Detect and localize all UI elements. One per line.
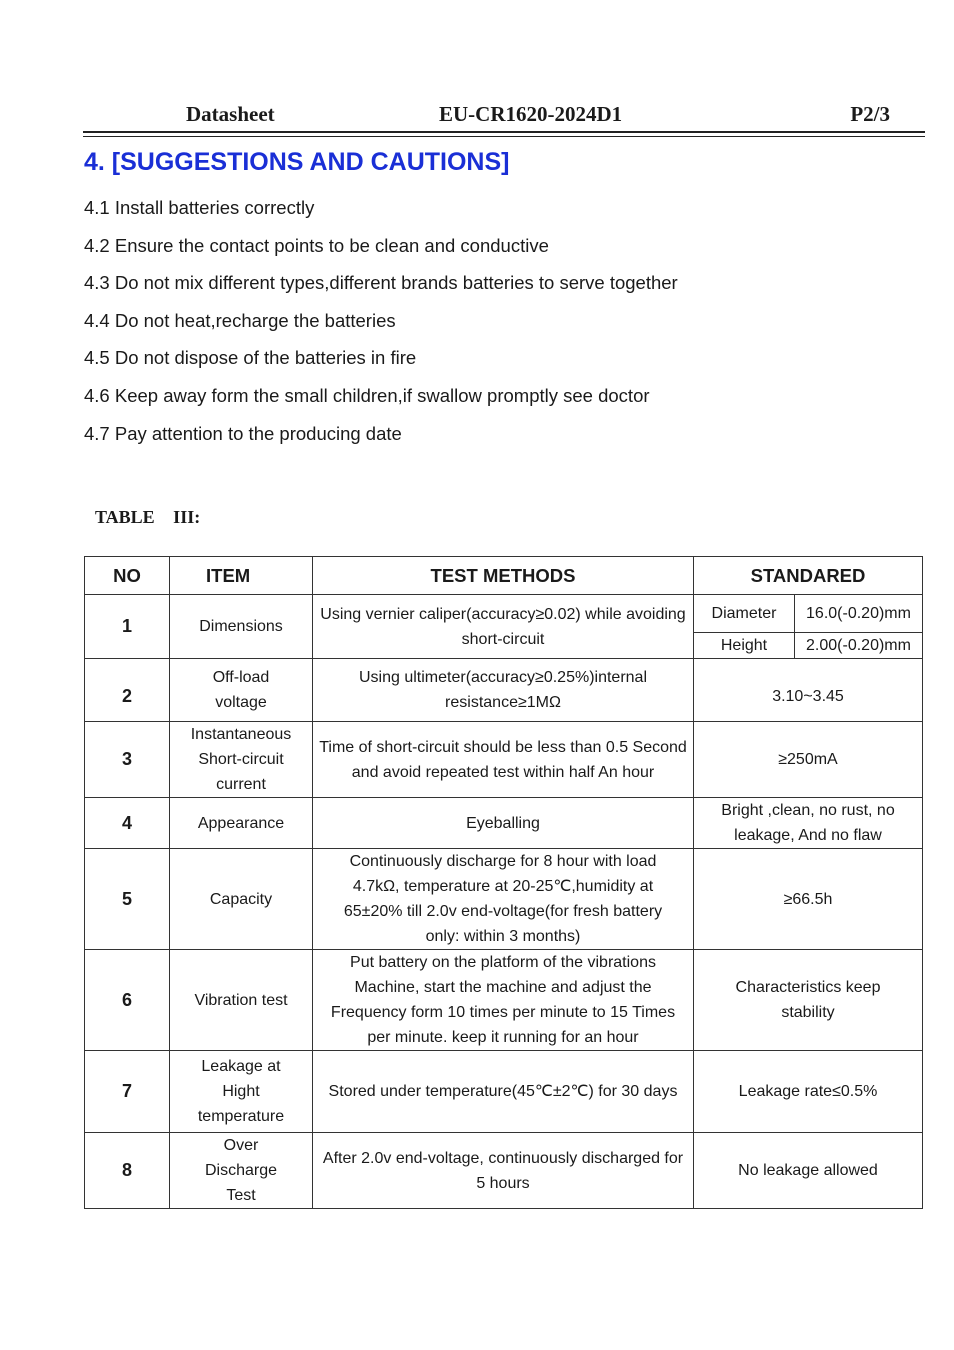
row-sub-value: 2.00(-0.20)mm — [795, 633, 923, 659]
header-page-number: P2/3 — [850, 102, 890, 126]
row-item: Dimensions — [170, 595, 313, 659]
row-no: 8 — [85, 1133, 170, 1209]
row-method: Eyeballing — [313, 798, 694, 849]
row-method: Continuously discharge for 8 hour with load 4.7kΩ, temperature at 20-25℃,humidity at 65±20% till 2.0v end-voltage(for fresh battery only: within 3 months) — [313, 849, 694, 950]
cautions-list — [84, 192, 678, 455]
table-row — [85, 950, 923, 1051]
col-header-method: TEST METHODS — [313, 557, 694, 595]
list-item: 4.2 Ensure the contact points to be clean and conductive — [84, 234, 549, 256]
row-no: 7 — [85, 1051, 170, 1133]
col-header-standard: STANDARED — [694, 557, 923, 595]
table-row — [85, 722, 923, 798]
section-title: 4. [SUGGESTIONS AND CAUTIONS] — [84, 148, 510, 176]
table-row — [85, 798, 923, 849]
list-item: 4.6 Keep away form the small children,if swallow promptly see doctor — [84, 384, 650, 406]
table-label: TABLE III: — [95, 507, 201, 527]
row-method: After 2.0v end-voltage, continuously discharged for 5 hours — [313, 1133, 694, 1209]
test-table — [84, 556, 923, 1209]
col-header-no: NO — [85, 557, 170, 595]
row-item: Instantaneous Short-circuit current — [170, 722, 313, 798]
list-item: 4.7 Pay attention to the producing date — [84, 422, 402, 444]
row-standard: ≥250mA — [694, 722, 923, 798]
row-method: Using ultimeter(accuracy≥0.25%)internal resistance≥1MΩ — [313, 659, 694, 722]
header-rule-thick — [83, 131, 925, 133]
table-row — [85, 849, 923, 950]
row-standard: ≥66.5h — [694, 849, 923, 950]
table-row — [85, 659, 923, 722]
row-item: Leakage at Hight temperature — [170, 1051, 313, 1133]
row-no: 1 — [85, 595, 170, 659]
row-no: 4 — [85, 798, 170, 849]
row-item: Off-load voltage — [170, 659, 313, 722]
row-no: 2 — [85, 659, 170, 722]
table-header-row — [85, 557, 923, 595]
list-item: 4.4 Do not heat,recharge the batteries — [84, 309, 396, 331]
row-standard: Bright ,clean, no rust, no leakage, And no flaw — [694, 798, 923, 849]
list-item: 4.1 Install batteries correctly — [84, 197, 315, 218]
table-row — [85, 1051, 923, 1133]
page-header — [83, 100, 925, 130]
list-item: 4.3 Do not mix different types,different brands batteries to serve together — [84, 272, 678, 294]
row-sub-label: Diameter — [694, 595, 795, 633]
table-row — [85, 595, 923, 633]
col-header-item: ITEM — [170, 557, 313, 595]
row-sub-value: 16.0(-0.20)mm — [795, 595, 923, 633]
row-item: Vibration test — [170, 950, 313, 1051]
row-no: 3 — [85, 722, 170, 798]
row-standard: No leakage allowed — [694, 1133, 923, 1209]
table-row — [85, 1133, 923, 1209]
row-standard: Leakage rate≤0.5% — [694, 1051, 923, 1133]
row-item: Over Discharge Test — [170, 1133, 313, 1209]
row-method: Stored under temperature(45℃±2℃) for 30 days — [313, 1051, 694, 1133]
header-doc-number: EU-CR1620-2024D1 — [439, 102, 623, 126]
header-rule-thin — [83, 136, 925, 137]
header-doc-type: Datasheet — [186, 102, 275, 126]
row-standard: Characteristics keep stability — [694, 950, 923, 1051]
row-method: Time of short-circuit should be less than 0.5 Second and avoid repeated test within half An hour — [313, 722, 694, 798]
row-no: 6 — [85, 950, 170, 1051]
row-item: Capacity — [170, 849, 313, 950]
row-standard: 3.10~3.45 — [694, 659, 923, 722]
row-method: Put battery on the platform of the vibrations Machine, start the machine and adjust the Frequency form 10 times per minute to 15 Times per minute. keep it running for an hour — [313, 950, 694, 1051]
row-method: Using vernier caliper(accuracy≥0.02) while avoiding short-circuit — [313, 595, 694, 659]
row-sub-label: Height — [694, 633, 795, 659]
row-no: 5 — [85, 849, 170, 950]
row-item: Appearance — [170, 798, 313, 849]
list-item: 4.5 Do not dispose of the batteries in fire — [84, 347, 417, 369]
